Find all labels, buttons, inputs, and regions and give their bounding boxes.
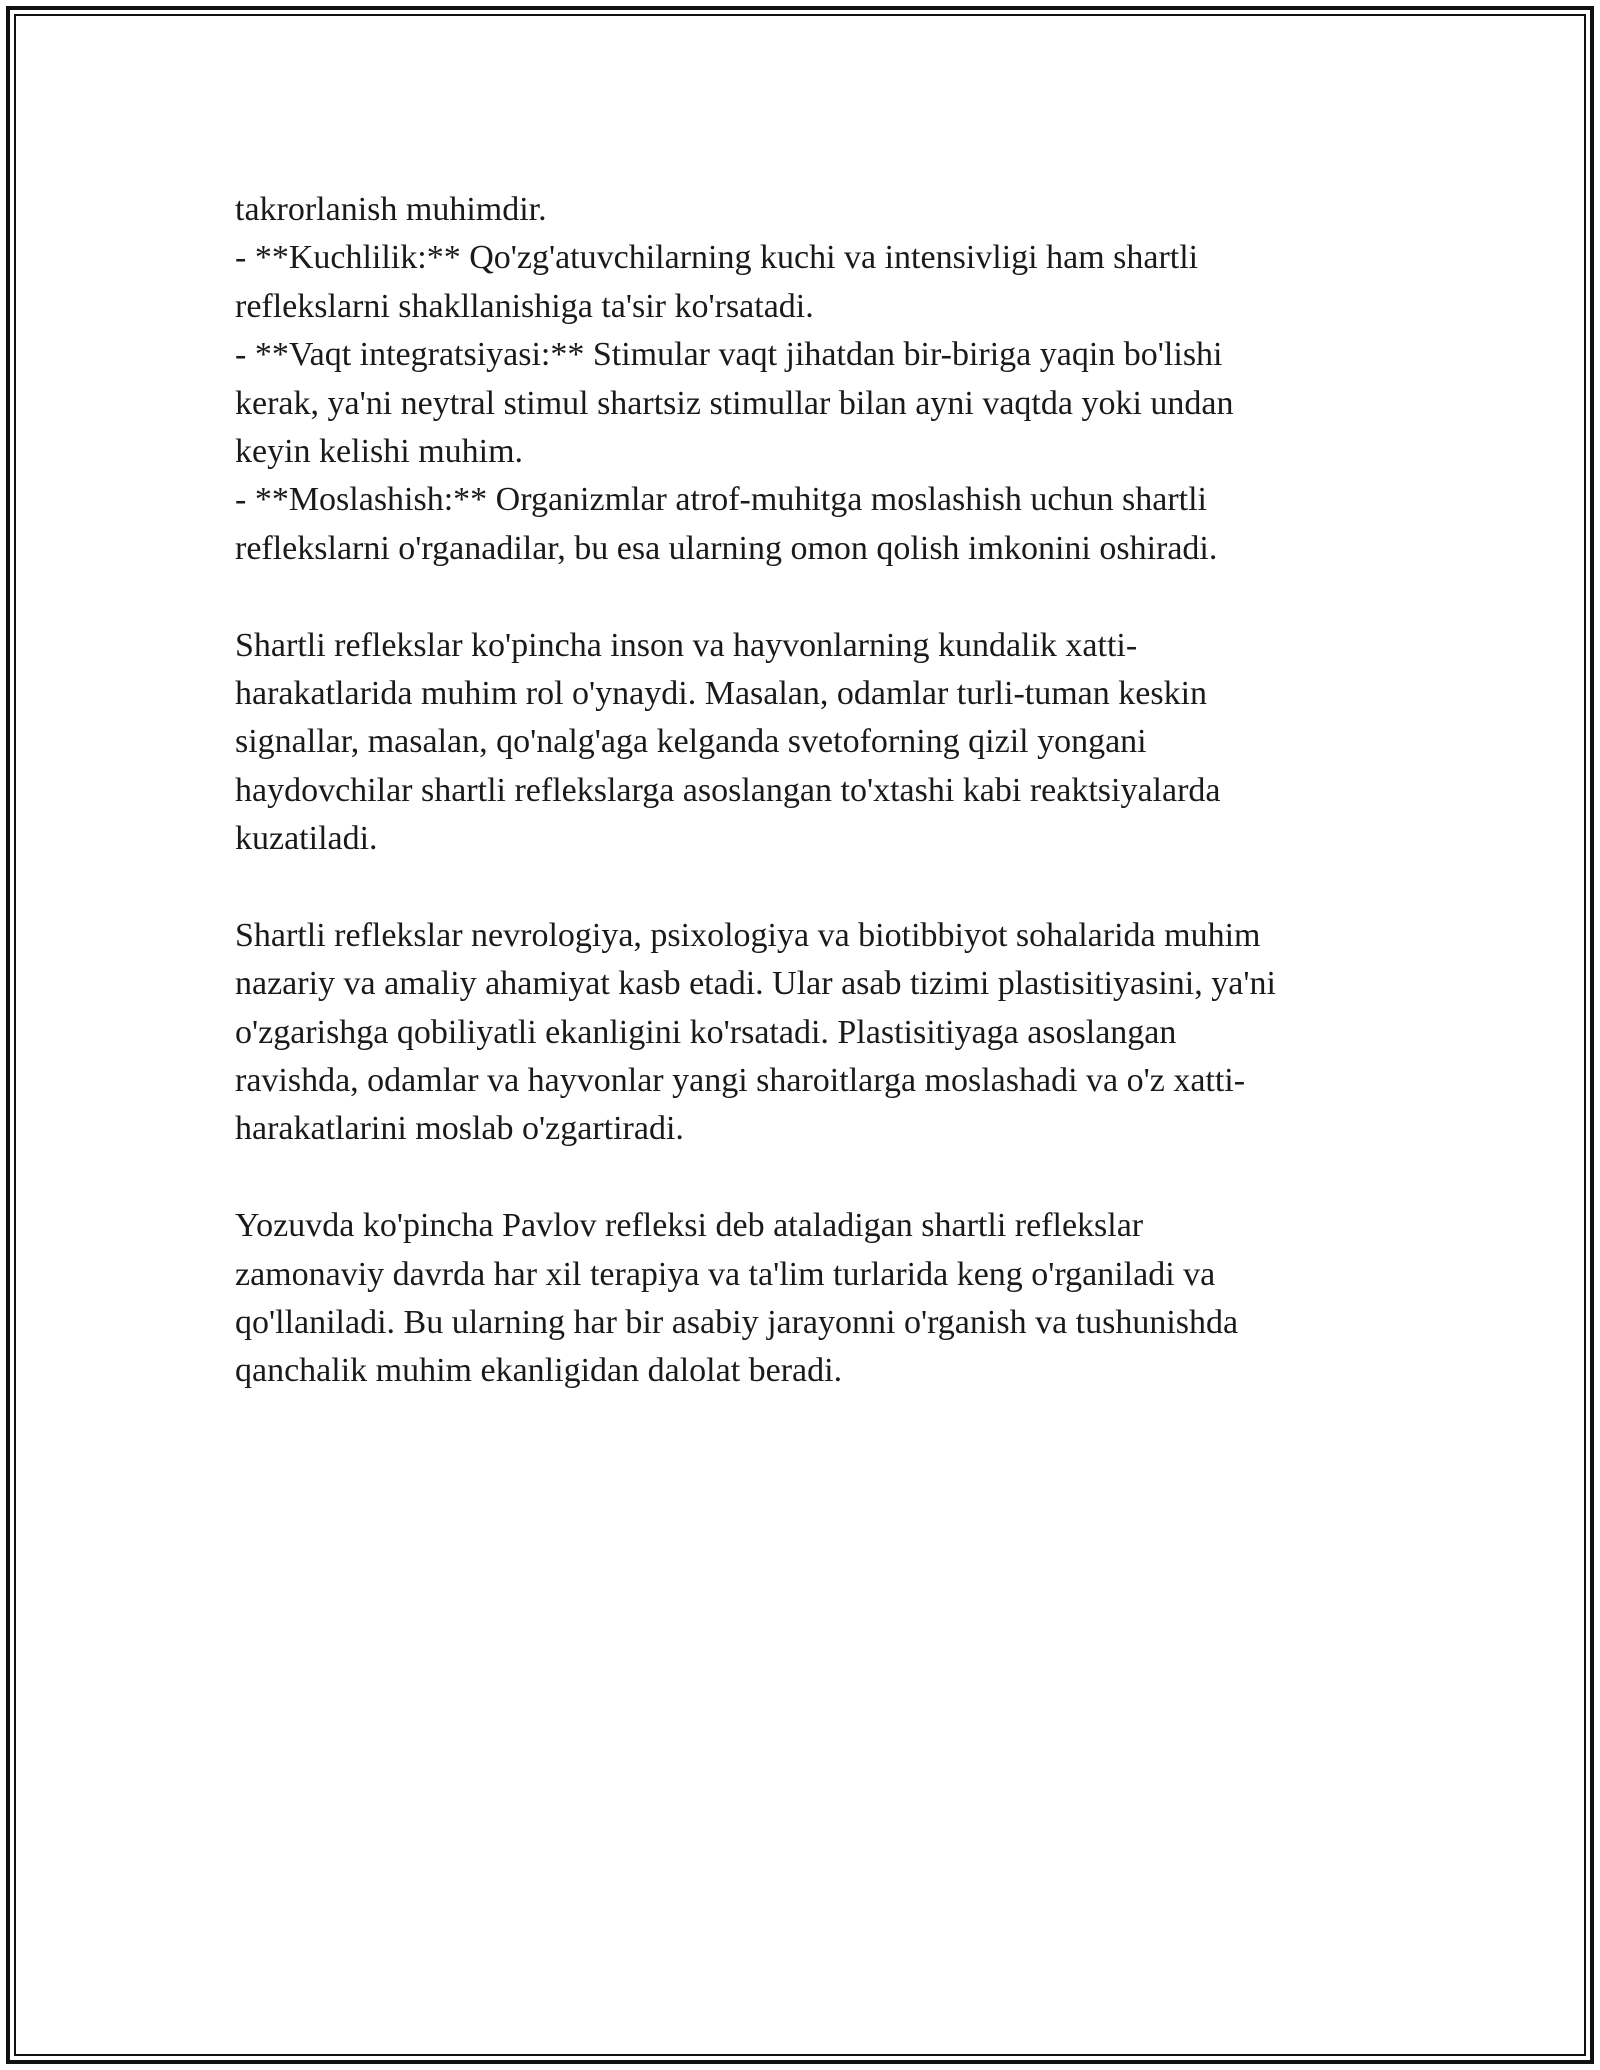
list-item-vaqt-integratsiyasi: - **Vaqt integratsiyasi:** Stimular vaqt jihatdan bir-biriga yaqin bo'lishi xyxy=(235,336,1223,374)
text-line: reflekslarni o'rganadilar, bu esa ularning omon qolish imkonini oshiradi. xyxy=(235,529,1218,567)
text-line: Shartli reflekslar ko'pincha inson va hayvonlarning kundalik xatti- xyxy=(235,626,1138,664)
text-line: ravishda, odamlar va hayvonlar yangi sharoitlarga moslashadi va o'z xatti- xyxy=(235,1062,1246,1100)
list-item-kuchlilik: - **Kuchlilik:** Qo'zg'atuvchilarning kuchi va intensivligi ham shartli xyxy=(235,239,1199,277)
text-line: kuzatiladi. xyxy=(235,820,378,858)
list-item-moslashish: - **Moslashish:** Organizmlar atrof-muhitga moslashish uchun shartli xyxy=(235,481,1208,519)
text-line: harakatlarini moslab o'zgartiradi. xyxy=(235,1110,684,1148)
text-line: kerak, ya'ni neytral stimul shartsiz stimullar bilan ayni vaqtda yoki undan xyxy=(235,384,1234,422)
text-line: qo'llaniladi. Bu ularning har bir asabiy jarayonni o'rganish va tushunishda xyxy=(235,1303,1239,1341)
text-line: signallar, masalan, qo'nalg'aga kelganda svetoforning qizil yongani xyxy=(235,723,1147,761)
paragraph-1 xyxy=(235,622,1385,864)
paragraph-gap xyxy=(235,1154,1385,1202)
text-line: harakatlarida muhim rol o'ynaydi. Masalan, odamlar turli-tuman keskin xyxy=(235,674,1208,712)
text-line: qanchalik muhim ekanligidan dalolat beradi. xyxy=(235,1352,843,1390)
text-line: zamonaviy davrda har xil terapiya va ta'lim turlarida keng o'rganiladi va xyxy=(235,1255,1216,1293)
text-line: haydovchilar shartli reflekslarga asoslangan to'xtashi kabi reaktsiyalarda xyxy=(235,771,1221,809)
document-body xyxy=(235,186,1385,1396)
text-line: nazariy va amaliy ahamiyat kasb etadi. Ular asab tizimi plastisitiyasini, ya'ni xyxy=(235,965,1276,1003)
paragraph-2 xyxy=(235,912,1385,1154)
paragraph-3 xyxy=(235,1202,1385,1396)
text-line: Yozuvda ko'pincha Pavlov refleksi deb ataladigan shartli reflekslar xyxy=(235,1207,1144,1245)
text-line: takrorlanish muhimdir. xyxy=(235,191,547,228)
text-line: o'zgarishga qobiliyatli ekanligini ko'rsatadi. Plastisitiyaga asoslangan xyxy=(235,1013,1177,1051)
list-block xyxy=(235,186,1385,573)
text-line: Shartli reflekslar nevrologiya, psixologiya va biotibbiyot sohalarida muhim xyxy=(235,916,1261,954)
paragraph-gap xyxy=(235,863,1385,911)
text-line: reflekslarni shakllanishiga ta'sir ko'rsatadi. xyxy=(235,287,814,325)
text-line: keyin kelishi muhim. xyxy=(235,432,524,470)
paragraph-gap xyxy=(235,573,1385,621)
